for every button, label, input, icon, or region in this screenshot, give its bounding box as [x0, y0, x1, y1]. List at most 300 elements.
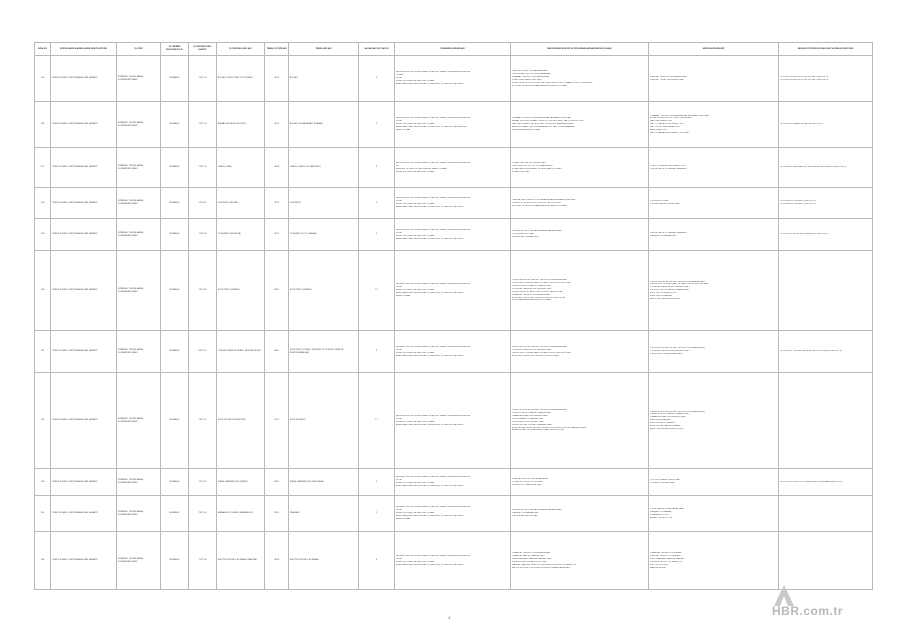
occupation-title: ELEKTRONİK TEKNİSYENİ: [217, 373, 265, 469]
agency-name: TÜRKİYE RAYLI SİSTEM ARAÇLARI SANAYİİ: [51, 148, 117, 188]
required-departments-line: DÖKÜM, DÖKÜMCÜLÜK, DÖKÜM TEKNOLOJİSİ: [511, 201, 561, 204]
column-header: MEZUN BÖLÜMLERİ: [649, 43, 779, 56]
workplace-name: İSTANBUL TEKNİK ARAŞ. KONSERVATUVARI: [117, 148, 161, 188]
occupation-code: 7411.06: [189, 251, 217, 331]
level-code: 3503: [265, 496, 289, 532]
required-departments: [511, 469, 649, 496]
worker-count: 2: [359, 496, 395, 532]
certificate: [779, 331, 873, 373]
required-departments-line: 6-MAKİNE TEKNOLOJİSİ ALANINDAN: [511, 293, 550, 296]
worker-count: 2: [359, 188, 395, 219]
graduate-departments-line: RAYLI SİSTEMLER ELEKTRİK: [649, 297, 681, 300]
workplace-name: İSTANBUL TEKNİK ARAŞ. KONSERVATUVARI: [117, 373, 161, 469]
education-requirements-line: EN AZ İLKÖĞRETİM MEZUNU OLMAK: [395, 512, 435, 515]
required-departments-line: 4-BİLGİSAYAR DONANIMI DALI: [511, 417, 544, 420]
required-departments-line: 2-ALÜMİNYUM VE PVC DOĞRAMA DALI: [511, 164, 553, 167]
row-number: 163: [35, 469, 51, 496]
row-number: 165: [35, 532, 51, 590]
occupation-code: 7121.15: [189, 56, 217, 102]
column-header: ATIFIN KADROLARINI ALMIŞ SERVİS BÜYÜK: [51, 43, 117, 56]
required-departments-line: BOYA TEKNOLOJİSİ, BOYA, YAPI DEKORASYONU, İNŞAAT, YÜZEY İŞLEMLERİ: [511, 81, 593, 84]
graduate-departments-line: BOYA, BOYACILIK VE YÜZEY İŞLEMLERİ: [649, 117, 692, 120]
graduate-departments-line: AHŞAP TEKNOLOJİSİ: [649, 516, 672, 519]
graduate-departments-line: 2-AHŞAP DOĞRAMA DALI: [649, 234, 677, 237]
education-requirements-line: SAHİP OLMAK: [395, 518, 411, 521]
workplace-name: İSTANBUL TEKNİK ARAŞ. KONSERVATUVARI: [117, 251, 161, 331]
city: İSTANBUL: [161, 496, 189, 532]
occupation-code: 7126.03: [189, 219, 217, 251]
graduate-departments-line: KALİTE KONTROL: [649, 563, 669, 566]
certificate-line: 12UY0090-3 CAM BALKON SİSTEMLERİ MONTAJCISI (SEVİYE 3): [779, 166, 847, 169]
occupation-title: İNŞAAT BOYACISI (BOYACI): [217, 102, 265, 148]
education-requirements-line: ALAN VARLIĞINI BELGELEME VE MESLEKİ YETERLİLİK BELGESİ: [395, 354, 464, 357]
required-departments-line: 2-ENDÜSTRİYEL BAKIM ONARIM DALI: [511, 411, 552, 414]
required-departments-line: 5-GÜVENLİK SİSTEMLERİ DALI: [511, 420, 544, 423]
education-requirements-line: VEYA: [395, 417, 402, 420]
certificate-line: 11UY0036-4 DÖKÜMCÜ (SEVİYE 4): [779, 203, 816, 206]
graduate-departments: [649, 188, 779, 219]
table-row: [35, 148, 873, 188]
required-departments-line: 2-DÖŞEMECİLİK DALI: [511, 233, 535, 236]
required-departments-line: 4-ENDÜSTRİYEL KALIPÇILIK DALI: [511, 560, 547, 563]
city: İSTANBUL: [161, 148, 189, 188]
level-code: 3508: [265, 148, 289, 188]
graduate-departments-line: 1-ELEKTRİK-ELEKTRONİK TEKNOLOJİSİ ALANINDAN: [649, 410, 705, 413]
graduate-departments-line: 2-METAL TEKNOLOJİSİ ALANI: [649, 554, 681, 557]
graduate-departments-line: RESTORASYON: [649, 129, 667, 132]
position-name: ELEKTRİKÇİ (TRAFO MONTAJ VE YÜKSEK GERİLİM ENSTRÜMANLARI): [289, 331, 359, 373]
row-number: 155: [35, 56, 51, 102]
agency-name: TÜRKİYE RAYLI SİSTEM ARAÇLARI SANAYİİ: [51, 102, 117, 148]
graduate-departments-line: YAPI YÜZEY KAPLAMACILIĞI: [649, 126, 680, 129]
graduate-departments-line: RAYLI SİSTEMLER ELEKTRONİK: [649, 427, 684, 430]
education-requirements: [395, 148, 511, 188]
education-requirements-line: ALAN VARLIĞINI BELGELEME VE MESLEKİ YETERLİLİK BELGESİNE: [395, 126, 467, 129]
occupation-title: YÜKSEK GERİLİM TRAFO MONTAJ İŞÇİSİ: [217, 331, 265, 373]
required-departments-line: ELEKTRONİK, ELEKTRONİK TEKNOLOJİSİ, ELEKTRONİK HABERLEŞME: [511, 426, 587, 429]
education-requirements-line: VEYA: [395, 77, 402, 80]
education-requirements-line: EN AZ İLKÖĞRETİM MEZUNU OLMAK: [395, 234, 435, 237]
education-requirements-line: EN AZ İLKÖĞRETİM MEZUNU OLMAK: [395, 482, 435, 485]
certificate: [779, 373, 873, 469]
workplace-name: İSTANBUL TEKNİK ARAŞ. KONSERVATUVARI: [117, 56, 161, 102]
level-code: 3514: [265, 56, 289, 102]
level-code: 3515: [265, 102, 289, 148]
row-number: 160: [35, 251, 51, 331]
required-departments-line: MEKATRONİK, BİYOMEDİKAL CİHAZ TEKNOLOJİSİ: [511, 429, 565, 432]
occupation-code: 7121.16: [189, 102, 217, 148]
occupation-title: DÖKÜMCÜ (METAL): [217, 188, 265, 219]
required-departments-line: PROGRAMLARINDAN MEZUN OLMAK: [511, 299, 551, 302]
level-code: 3511: [265, 373, 289, 469]
graduate-departments-line: YAPI İÇ MEKAN DEKORASYONU: [649, 123, 684, 126]
required-departments-line: 2-PLASTİK TEKNOLOJİSİ DALI: [511, 480, 543, 483]
table-row: [35, 102, 873, 148]
education-requirements-line: MESLEKİ YETERLİLİK BELGESİNE SAHİP OLMAK: [395, 167, 447, 170]
workplace-name: İSTANBUL TEKNİK ARAŞ. KONSERVATUVARI: [117, 188, 161, 219]
position-name: ELEKTRİKÇİ (GENEL): [289, 251, 359, 331]
certificate: [779, 56, 873, 102]
required-departments: [511, 373, 649, 469]
required-departments-line: 3-MOBİLYA DÖŞEME DALI: [511, 236, 539, 239]
education-requirements-line: EN AZ İLKÖĞRETİM MEZUNU OLMAK: [395, 80, 435, 83]
graduate-departments-line: 4-AYDINLATMA DALI: [649, 419, 671, 422]
city: İSTANBUL: [161, 469, 189, 496]
table-row: [35, 496, 873, 532]
graduate-departments-line: 2-ELEKTRİK TESİSATLARI VE PANO MONTÖRLÜĞÜ DALI: [649, 283, 709, 286]
table-row: [35, 469, 873, 496]
table-row: [35, 331, 873, 373]
worker-count: 2: [359, 56, 395, 102]
level-code: 3512: [265, 219, 289, 251]
education-requirements-line: VEYA: [395, 479, 402, 482]
agency-name: TÜRKİYE RAYLI SİSTEM ARAÇLARI SANAYİİ: [51, 219, 117, 251]
row-number: 158: [35, 188, 51, 219]
graduate-departments-line: MAKİNE RESİM: [649, 566, 666, 569]
required-departments: [511, 496, 649, 532]
column-header: ÖĞRENİM KURUMLARI: [395, 43, 511, 56]
certificate: [779, 102, 873, 148]
education-requirements: [395, 188, 511, 219]
required-departments-line: 1-ELEKTRİK-ELEKTRONİK TEKNOLOJİSİ ALANINDAN: [511, 345, 567, 348]
required-departments-line: 3-İNŞAAT TEKNOLOJİSİ ALANINDAN: [511, 75, 550, 78]
column-header: ALINACAK İŞÇİ SAYISI: [359, 43, 395, 56]
occupation-code: 7212.22: [189, 469, 217, 496]
occupation-title: CAMCI (CAM): [217, 148, 265, 188]
education-requirements-line: EN AZ İLKÖĞRETİM MEZUNU OLMAK: [395, 170, 435, 173]
certificate: [779, 496, 873, 532]
education-requirements-line: ALAN VARLIĞINI BELGELEME VE MESLEKİ YETERLİLİK BELGESİ: [395, 423, 464, 426]
city: İSTANBUL: [161, 219, 189, 251]
required-departments-line: ELEKTRİK, ELEKTRİK TEKNOLOJİSİ BÖLÜMÜ VEYA: [511, 296, 566, 299]
education-requirements-line: OLMAK: [395, 74, 404, 77]
table-row: [35, 251, 873, 331]
certificate: [779, 469, 873, 496]
certificate-line: 17UY0320-3 MOBİLYA DÖŞEMECİSİ (SEVİYE 3): [779, 233, 829, 236]
required-departments-line: YAPI DEKORASYONU BÖLÜMÜ VEYA PROGRAMLARINDAN: [511, 123, 574, 126]
graduate-departments: [649, 148, 779, 188]
education-requirements-line: ALAN VARLIĞINI BELGELEME VE MESLEKİ YETERLİLİK BELGESİ: [395, 292, 464, 295]
graduate-departments-line: 4-ENDÜSTRİYEL OTOMASYON: [649, 560, 682, 563]
education-requirements: [395, 496, 511, 532]
position-name: KALİTE KONTROL ELEMANI: [289, 532, 359, 590]
worker-count: 17: [359, 373, 395, 469]
education-requirements: [395, 469, 511, 496]
occupation-code: 7522.05: [189, 496, 217, 532]
table-row: [35, 56, 873, 102]
required-departments: [511, 188, 649, 219]
job-listing-table: [34, 42, 873, 590]
graduate-departments-line: 2-PLASTİK İŞLEME DALI: [649, 482, 675, 485]
graduate-departments-line: 4-ENDÜSTRİYEL BAKIM ONARIM DALI: [649, 289, 690, 292]
education-requirements-line: ALAN VARLIĞINI BELGELEME VE MESLEKİ YETERLİLİK BELGESİ: [395, 485, 464, 488]
education-requirements: [395, 331, 511, 373]
graduate-departments: [649, 251, 779, 331]
occupation-code: 7127.09: [189, 532, 217, 590]
education-requirements-line: VEYA: [395, 200, 402, 203]
level-code: 3512: [265, 188, 289, 219]
required-departments-line: 3-MOBİLYA ÜRETİMİ DALI: [511, 515, 539, 518]
graduate-departments-line: 1-DÖKÜMCÜ DALI: [649, 200, 669, 203]
required-departments: [511, 219, 649, 251]
graduate-departments-line: 1-MOBİLYA VE İÇ MEKAN TASARIMI: [649, 231, 687, 234]
required-departments-line: 2-AHŞAP DOĞRAMA DALI: [511, 512, 539, 515]
graduate-departments-line: ELEKTRONİK DONANIM: [649, 422, 675, 425]
required-departments: [511, 532, 649, 590]
column-header: İŞ YERİ BELGELİ KADRO: [189, 43, 217, 56]
position-name: DÖŞEMECİ (OTO KASASI): [289, 219, 359, 251]
graduate-departments-line: 2-ENDÜSTRİYEL BAKIM ONARIM DALI: [649, 413, 690, 416]
certificate: [779, 532, 873, 590]
graduate-departments: [649, 56, 779, 102]
city: İSTANBUL: [161, 56, 189, 102]
required-departments-line: 1-ELEKTRİK-ELEKTRONİK TEKNOLOJİSİ ALANINDAN: [511, 409, 567, 412]
education-requirements-line: MESLEKİ EĞİTİM VEYA LİSANS VEYA ÖN LİSANS ÖĞRENİMİNİN MEZUN: [395, 228, 471, 231]
level-code: 3505: [265, 331, 289, 373]
graduate-departments-line: 1-ELEKTRİK-ELEKTRONİK TEKNOLOJİSİ ALANINDAN: [649, 280, 705, 283]
education-requirements: [395, 102, 511, 148]
page-number: 4: [448, 615, 451, 620]
certificate-line: 11UY0036-3 DÖKÜMCÜ (SEVİYE 3): [779, 200, 816, 203]
required-departments-line: 4-YÜKSEK GERİLİM SİSTEMLERİ DALI: [511, 287, 552, 290]
education-requirements-line: EN AZ İLKÖĞRETİM MEZUNU OLMAK: [395, 203, 435, 206]
required-departments-line: KALİTE KONTROL BÖLÜMÜ VEYA PROGRAMLARINDAN: [511, 566, 570, 569]
required-departments-line: 6-ELEKTRONİK DEVRE TASARIMI DALI: [511, 423, 552, 426]
education-requirements-line: EN AZ İLKÖĞRETİM MEZUNU OLMAK: [395, 420, 435, 423]
graduate-departments: [649, 532, 779, 590]
worker-count: 3: [359, 148, 395, 188]
certificate: [779, 188, 873, 219]
education-requirements-line: VEYA: [395, 557, 402, 560]
graduate-departments-line: 1-ÇOCUK TARİHİ ÖĞESİ DALI: [649, 479, 681, 482]
required-departments-line: 1-ELEKTRİK-ELEKTRONİK TEKNOLOJİSİ ALANINDAN: [511, 279, 567, 282]
agency-name: TÜRKİYE RAYLI SİSTEM ARAÇLARI SANAYİİ: [51, 496, 117, 532]
position-name: DÖKÜMCÜ: [289, 188, 359, 219]
graduate-departments-line: 2-AHŞAP DOĞRAMA: [649, 510, 672, 513]
workplace-name: İSTANBUL TEKNİK ARAŞ. KONSERVATUVARI: [117, 102, 161, 148]
workplace-name: İSTANBUL TEKNİK ARAŞ. KONSERVATUVARI: [117, 496, 161, 532]
workplace-name: İSTANBUL TEKNİK ARAŞ. KONSERVATUVARI: [117, 469, 161, 496]
agency-name: TÜRKİYE RAYLI SİSTEM ARAÇLARI SANAYİİ: [51, 469, 117, 496]
level-code: 3500: [265, 251, 289, 331]
worker-count: 4: [359, 532, 395, 590]
column-header: SIRA NO: [35, 43, 51, 56]
worker-count: 3: [359, 331, 395, 373]
position-name: TAŞIMACI: [289, 496, 359, 532]
certificate-line: 13UY0139-3 KOMPOZİT FİBER ÜRETİM ELEMANI (SEVİYE 3): [779, 480, 843, 483]
position-name: ELEKTRONİKÇİ: [289, 373, 359, 469]
document-page: [34, 42, 872, 590]
workplace-name: İSTANBUL TEKNİK ARAŞ. KONSERVATUVARI: [117, 532, 161, 590]
occupation-code: 7421.10: [189, 373, 217, 469]
city: İSTANBUL: [161, 331, 189, 373]
city: İSTANBUL: [161, 102, 189, 148]
graduate-departments: [649, 373, 779, 469]
education-requirements-line: SAHİP OLMAK: [395, 129, 411, 132]
table-row: [35, 188, 873, 219]
required-departments-line: 3-ELEKTRİK TESİSATLARI VE PANO MONTÖRLÜĞÜ DALI: [511, 351, 571, 354]
graduate-departments-line: 2-YÜKSEK GERİLİM SİSTEMLERİ DALI: [649, 350, 690, 353]
education-requirements-line: VE: [395, 164, 399, 167]
graduate-departments-line: 3-YÜKSEK GERİLİM SİSTEMLERİ DALI: [649, 286, 690, 289]
education-requirements: [395, 56, 511, 102]
graduate-departments-line: 2-METAL YÜZEY İŞLEMLERİ DALI: [649, 78, 685, 81]
education-requirements-line: MESLEKİ EĞİTİM VEYA LİSANS VEYA ÖN LİSANS ÖĞRENİMİNİN MEZUN: [395, 414, 471, 417]
required-departments-line: 1-MOBİLYA VE İÇ MEKAN TASARIMI ALANINDAN: [511, 230, 562, 233]
certificate-line: 11UY0029-3 ENDÜSTRİYEL BOYACI (SEVİYE 3): [779, 75, 829, 78]
certificate: [779, 148, 873, 188]
graduate-departments-line: 1-YAPI İÇ MEKAN DEKORASYONU: [649, 164, 686, 167]
position-name: BOYACI VE BADANACI (İNŞAAT): [289, 102, 359, 148]
education-requirements-line: EN AZ İLKÖĞRETİM MEZUNU OLMAK: [395, 289, 435, 292]
required-departments-line: 2-MAKİNE BAKIM ONARIM DALI: [511, 554, 545, 557]
required-departments-line: 1-MAKİNE TEKNOLOJİSİ ALANINDAN: [511, 551, 550, 554]
required-departments-line: 2-YÜKSEK GERİLİM SİSTEMLERİ DALI: [511, 348, 552, 351]
required-departments-line: 1-İNŞAAT TEKNOLOJİSİ ALANINDAN HERHANGİ BİR DALI: [511, 117, 572, 120]
required-departments-line: 1-KİMYA TEKNOLOJİSİ ALANINDAN: [511, 477, 549, 480]
required-departments: [511, 148, 649, 188]
education-requirements-line: EN AZ İLKÖĞRETİM MEZUNU OLMAK: [395, 123, 435, 126]
education-requirements-line: MESLEKİ EĞİTİM VEYA LİSANS VEYA ÖN LİSANS ÖĞRENİMİNİN MEZUN: [395, 71, 471, 74]
certificate: [779, 251, 873, 331]
row-number: 161: [35, 331, 51, 373]
row-number: 159: [35, 219, 51, 251]
education-requirements-line: MESLEKİ EĞİTİM VEYA LİSANS VEYA ÖN LİSANS ÖĞRENİMİNİN MEZUN: [395, 283, 471, 286]
city: İSTANBUL: [161, 188, 189, 219]
worker-count: 2: [359, 219, 395, 251]
graduate-departments-line: 2-SICAK METAL İŞLEME DALI: [649, 203, 681, 206]
agency-name: TÜRKİYE RAYLI SİSTEM ARAÇLARI SANAYİİ: [51, 251, 117, 331]
city: İSTANBUL: [161, 532, 189, 590]
required-departments-line: 3-KOMPOZİT MALZEME DALI: [511, 483, 542, 486]
column-header: İŞ YERİ BELGELİ ADI: [217, 43, 265, 56]
level-code: 3500: [265, 469, 289, 496]
education-requirements-line: MESLEKİ EĞİTİM VEYA LİSANS VEYA ÖN LİSANS ÖĞRENİMİNİN MEZUN: [395, 161, 471, 164]
education-requirements: [395, 251, 511, 331]
required-departments-line: 3-HABERLEŞME SİSTEMLERİ DALI: [511, 414, 548, 417]
required-departments-line: 3-ENDÜSTRİYEL BAKIM ONARIM DALI: [511, 284, 552, 287]
row-number: 162: [35, 373, 51, 469]
graduate-departments: [649, 219, 779, 251]
education-requirements: [395, 373, 511, 469]
graduate-departments-line: 1-LİSE TARİHİ (ÖĞESİ ARAÇLAR): [649, 507, 684, 510]
table-row: [35, 219, 873, 251]
education-requirements-line: MESLEKİ EĞİTİM VEYA LİSANS VEYA ÖN LİSANS ÖĞRENİMİNİN MEZUN: [395, 476, 471, 479]
worker-count: 2: [359, 469, 395, 496]
required-departments-line: İNŞAAT BÖLÜMÜ İNŞAAT TEKNOLOJİSİ BÖLÜMÜ, YAPI TEKNOLOJİSİ: [511, 120, 584, 123]
occupation-title: MARANGOZ (GENEL MARANGOZ): [217, 496, 265, 532]
education-requirements-line: VEYA: [395, 348, 402, 351]
agency-name: TÜRKİYE RAYLI SİSTEM ARAÇLARI SANAYİİ: [51, 532, 117, 590]
graduate-departments-line: 1-ELEKTRİK-ELEKTRONİK TEKNOLOJİSİ ALANINDAN: [649, 347, 705, 350]
certificate-line: 11UY0013-3 İNŞAAT BOYACISI (SEVİYE 3): [779, 123, 823, 126]
table-header-row: [35, 43, 873, 56]
occupation-title: BOYACI (ÇELİK YAPI VE TESİSAT): [217, 56, 265, 102]
required-departments-line: BÖLÜMÜ VEYA PROGRAMLARINDAN MEZUN OLMAK: [511, 204, 567, 207]
graduate-departments-line: 2-MOBİLYA VE İÇ MEKAN TASARIMI: [649, 167, 687, 170]
education-requirements-line: ALAN VARLIĞINI BELGELEME VE MESLEKİ YETERLİLİK BELGESİ: [395, 563, 464, 566]
graduate-departments: [649, 331, 779, 373]
occupation-title: DÖŞEMECİ (MOBİLYA): [217, 219, 265, 251]
education-requirements-line: VEYA: [395, 231, 402, 234]
position-name: BOYACI: [289, 56, 359, 102]
occupation-title: KALİTE KONTROL ELEMANI (MAKİNE): [217, 532, 265, 590]
agency-name: TÜRKİYE RAYLI SİSTEM ARAÇLARI SANAYİİ: [51, 373, 117, 469]
column-header: BELİRLENEN BÖLÜM VE PROGRAMLARDAN MEZUN OLMAK: [511, 43, 649, 56]
city: İSTANBUL: [161, 373, 189, 469]
required-departments-line: 4-YAPI DEKORASYONU DALI: [511, 78, 542, 81]
graduate-departments-line: 3-BİLGİSAYARLI MAKİNE İMALATI: [649, 557, 685, 560]
graduate-departments-line: YAPI İÇ MEKAN DEKORASYONU DALI: [649, 131, 689, 134]
column-header: İŞ YERİ: [117, 43, 161, 56]
column-header: MESLEKİ YETERLİLİK BELGESİ VE BELGE SEVİYESİ: [779, 43, 873, 56]
education-requirements-line: SAHİP OLMAK: [395, 295, 411, 298]
position-name: FİBER LAMİNASYON (KAPLAMA): [289, 469, 359, 496]
education-requirements-line: VEYA: [395, 509, 402, 512]
column-header: İŞ YERİNİN BULUNDUĞU İL: [161, 43, 189, 56]
table-row: [35, 373, 873, 469]
workplace-name: İSTANBUL TEKNİK ARAŞ. KONSERVATUVARI: [117, 331, 161, 373]
row-number: 156: [35, 102, 51, 148]
education-requirements-line: MESLEKİ EĞİTİM VEYA LİSANS VEYA ÖN LİSANS ÖĞRENİMİNİN MEZUN: [395, 506, 471, 509]
education-requirements-line: MESLEKİ EĞİTİM VEYA LİSANS VEYA ÖN LİSANS ÖĞRENİMİNİN MEZUN: [395, 117, 471, 120]
watermark-text: HBR.com.tr: [772, 604, 844, 618]
city: İSTANBUL: [161, 251, 189, 331]
education-requirements-line: ALAN VARLIĞINI BELGELEME VE MESLEKİ YETERLİLİK BELGESİ: [395, 206, 464, 209]
required-departments: [511, 102, 649, 148]
workplace-name: İSTANBUL TEKNİK ARAŞ. KONSERVATUVARI: [117, 219, 161, 251]
required-departments-line: 3-BİLGİSAYARLI MAKİNE İMALATI DALI: [511, 557, 552, 560]
certificate-line: 11UY0029-4 ENDÜSTRİYEL BOYACI (SEVİYE 4): [779, 78, 829, 81]
worker-count: 2: [359, 102, 395, 148]
agency-name: TÜRKİYE RAYLI SİSTEM ARAÇLARI SANAYİİ: [51, 56, 117, 102]
required-departments-line: 1-METALÜRJİ TEKNOLOJİSİ ALANINDAN HERHANGİ BİR DALI: [511, 198, 576, 201]
column-header: TEMELLER ADI: [289, 43, 359, 56]
certificate-line: 12UY0050-3 YÜKSEK GERİLİM ELEKTRİK İŞLERİ (SEVİYE 3): [779, 350, 842, 353]
education-requirements-line: ALAN VARLIĞINI BELGELEME VE MESLEKİ YETERLİLİK BELGESİ: [395, 515, 464, 518]
required-departments-line: DERSLERİNİ ALMIŞ OLMAK: [511, 129, 541, 132]
required-departments-line: 3-CAM ŞEKİLLENDİRME VE DEKORASYON DALI: [511, 167, 562, 170]
required-departments-line: 5-ELEKTRİKLİ EV ALETLERİ TEKNİK SERVİS DALI: [511, 290, 564, 293]
required-departments-line: 2-BOYA ÜRETİMİ VE UYGULAMA DALI: [511, 72, 551, 75]
graduate-departments-line: YAPI DEKORASYONU: [649, 120, 673, 123]
required-departments: [511, 251, 649, 331]
required-departments: [511, 331, 649, 373]
agency-name: TÜRKİYE RAYLI SİSTEM ARAÇLARI SANAYİİ: [51, 188, 117, 219]
education-requirements-line: EN AZ İLKÖĞRETİM MEZUNU OLMAK: [395, 351, 435, 354]
graduate-departments-line: 1-METAL TEKNOLOJİSİ ALANINDAN: [649, 75, 687, 78]
row-number: 164: [35, 496, 51, 532]
graduate-departments: [649, 496, 779, 532]
graduate-departments-line: 3-MARANGOZLUK: [649, 513, 669, 516]
education-requirements-line: VEYA: [395, 120, 402, 123]
certificate: [779, 219, 873, 251]
graduate-departments-line: ELEKTRONİK BAKIM ONARIM: [649, 425, 681, 428]
required-departments-line: MAKİNE, MAKİNE TEKNOLOJİSİ, ENDÜSTRİYEL OTOMASYON: [511, 563, 576, 566]
watermark: [770, 582, 890, 622]
education-requirements-line: ALAN VARLIĞINI BELGELEME VE MESLEKİ YETERLİLİK BELGESİ: [395, 237, 464, 240]
occupation-code: 8212.15: [189, 331, 217, 373]
graduate-departments: [649, 102, 779, 148]
education-requirements: [395, 532, 511, 590]
education-requirements-line: ALAN VARLIĞINI BELGELEME VE MESLEKİ YETERLİLİK BELGESİ: [395, 83, 464, 86]
required-departments-line: ELEKTRİK, ELEKTRİK TEKNOLOJİSİ BÖLÜMÜ: [511, 354, 559, 357]
graduate-departments-line: 3-ELEKTRİK TESİSATLARI DALI: [649, 353, 683, 356]
required-departments-line: 4-CAMCILIK DALI: [511, 170, 530, 173]
education-requirements-line: MESLEKİ EĞİTİM VEYA LİSANS VEYA ÖN LİSANS ÖĞRENİMİNİN MEZUN: [395, 345, 471, 348]
row-number: 157: [35, 148, 51, 188]
required-departments-line: BÖLÜMÜ VEYA PROGRAMLARINDAN MEZUN OLMAK: [511, 84, 567, 87]
